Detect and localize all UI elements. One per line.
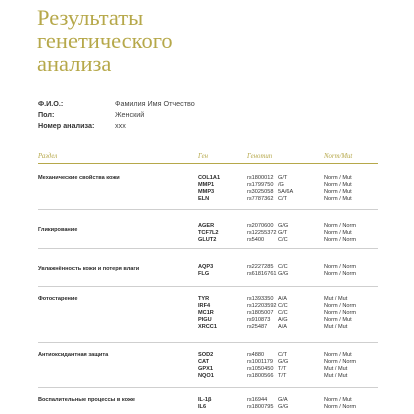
- gene-name: TYR: [198, 296, 210, 302]
- gene-name: FLG: [198, 270, 210, 277]
- gene-name: IL-1β: [198, 397, 212, 403]
- gene-name: COL1A1: [198, 175, 221, 181]
- snp-id: rs61816761: [247, 270, 277, 277]
- header-genotype: Генотип: [247, 153, 273, 160]
- patient-name-label: Ф.И.О.:: [38, 99, 64, 108]
- report-title: [37, 6, 297, 75]
- gene-row: [38, 271, 378, 278]
- section-name: Увлажнённость кожи и потеря влаги: [38, 266, 140, 272]
- norm-mut-status: Norm / Norm: [324, 302, 357, 309]
- snp-id: rs16944: [247, 397, 268, 403]
- genotype: A/A: [278, 296, 288, 302]
- snp-id: rs1800012: [247, 175, 274, 181]
- genotype: G/A: [278, 397, 288, 403]
- genotype: C/T: [278, 352, 288, 358]
- genotype: T/T: [278, 365, 287, 372]
- analysis-number-value: ххх: [115, 121, 126, 130]
- norm-mut-status: Mut / Mut: [324, 372, 348, 379]
- section-divider: [38, 286, 378, 287]
- snp-id: rs910873: [247, 316, 271, 323]
- genotype: A/G: [278, 316, 288, 323]
- norm-mut-status: Norm / Norm: [324, 264, 357, 270]
- section-name: Воспалительные процессы в коже: [38, 397, 135, 403]
- section-name: Фотостарение: [38, 296, 78, 302]
- title-line: анализа: [37, 51, 112, 76]
- header-section: Раздел: [38, 153, 58, 160]
- gene-name: AGER: [198, 223, 215, 229]
- genotype: T/T: [278, 372, 287, 379]
- snp-id: rs1001179: [247, 358, 274, 365]
- norm-mut-status: Norm / Mut: [324, 195, 352, 202]
- section-name: Антиоксидантная защита: [38, 352, 109, 358]
- genotype: A/A: [278, 323, 288, 330]
- genotype: C/C: [278, 264, 288, 270]
- norm-mut-status: Norm / Mut: [324, 188, 352, 195]
- snp-id: rs2227285: [247, 264, 274, 270]
- gene-name: NQO1: [198, 372, 214, 379]
- gene-name: IRF4: [198, 302, 211, 309]
- genotype: C/C: [278, 236, 288, 243]
- snp-id: rs1805007: [247, 309, 274, 316]
- genotype: C/C: [278, 309, 288, 316]
- gene-row: [38, 373, 378, 380]
- gene-name: MMP1: [198, 181, 215, 188]
- gene-name: AQP3: [198, 264, 214, 270]
- snp-id: rs1800795: [247, 403, 274, 410]
- section-divider: [38, 342, 378, 343]
- genotype: C/T: [278, 195, 288, 202]
- title-line: генетического: [37, 28, 173, 53]
- header-norm: Norm/Mut: [324, 153, 353, 160]
- norm-mut-status: Mut / Mut: [324, 365, 348, 372]
- norm-mut-status: Mut / Mut: [324, 296, 348, 302]
- snp-id: rs12203592: [247, 302, 277, 309]
- snp-id: rs1050450: [247, 365, 274, 372]
- genotype: G/T: [278, 175, 288, 181]
- gene-name: ELN: [198, 195, 210, 202]
- gene-row: [38, 404, 378, 411]
- patient-name-value: Фамилия Имя Отчество: [115, 99, 195, 108]
- norm-mut-status: Norm / Mut: [324, 229, 352, 236]
- norm-mut-status: Norm / Norm: [324, 270, 357, 277]
- gene-name: PIGU: [198, 316, 212, 323]
- section-divider: [38, 248, 378, 249]
- snp-id: rs4880: [247, 352, 265, 358]
- norm-mut-status: Norm / Norm: [324, 223, 357, 229]
- gene-name: TCF7L2: [198, 229, 219, 236]
- table-header: [38, 153, 378, 163]
- gene-name: GLUT2: [198, 236, 217, 243]
- norm-mut-status: Norm / Mut: [324, 397, 352, 403]
- norm-mut-status: Norm / Mut: [324, 175, 352, 181]
- snp-id: rs1799750: [247, 181, 274, 188]
- norm-mut-status: Norm / Mut: [324, 181, 352, 188]
- genotype: G/T: [278, 229, 288, 236]
- section-name: Гликирование: [38, 227, 78, 233]
- norm-mut-status: Norm / Norm: [324, 309, 357, 316]
- gene-name: IL6: [198, 403, 207, 410]
- patient-sex-value: Женский: [115, 110, 145, 119]
- snp-id: rs12255372: [247, 229, 277, 236]
- gene-name: XRCC1: [198, 323, 217, 330]
- gene-name: CAT: [198, 358, 210, 365]
- genotype: G/G: [278, 223, 289, 229]
- genotype: 5A/6A: [278, 188, 294, 195]
- gene-row: [38, 324, 378, 331]
- genotype: G/G: [278, 270, 289, 277]
- norm-mut-status: Mut / Mut: [324, 323, 348, 330]
- norm-mut-status: Norm / Mut: [324, 352, 352, 358]
- genotype: C/C: [278, 302, 288, 309]
- snp-id: rs3025058: [247, 188, 274, 195]
- snp-id: rs1393350: [247, 296, 274, 302]
- snp-id: rs7787362: [247, 195, 274, 202]
- norm-mut-status: Norm / Norm: [324, 358, 357, 365]
- genotype: /G: [278, 181, 284, 188]
- snp-id: rs25487: [247, 323, 268, 330]
- snp-id: rs2070600: [247, 223, 274, 229]
- norm-mut-status: Norm / Norm: [324, 403, 357, 410]
- norm-mut-status: Norm / Mut: [324, 316, 352, 323]
- gene-name: GPX1: [198, 365, 213, 372]
- gene-name: SOD2: [198, 352, 214, 358]
- section-divider: [38, 209, 378, 210]
- snp-id: rs1800566: [247, 372, 274, 379]
- norm-mut-status: Norm / Norm: [324, 236, 357, 243]
- genotype: G/G: [278, 403, 289, 410]
- gene-name: MMP3: [198, 188, 215, 195]
- header-gene: Ген: [198, 153, 209, 160]
- genotype: G/G: [278, 358, 289, 365]
- title-line: Результаты: [37, 5, 144, 30]
- gene-name: MC1R: [198, 309, 214, 316]
- snp-id: rs5400: [247, 236, 265, 243]
- header-divider: [38, 163, 378, 164]
- analysis-number-label: Номер анализа:: [38, 121, 95, 130]
- patient-sex-label: Пол:: [38, 110, 55, 119]
- gene-row: [38, 196, 378, 203]
- section-divider: [38, 387, 378, 388]
- gene-row: [38, 237, 378, 244]
- section-name: Механические свойства кожи: [38, 175, 120, 181]
